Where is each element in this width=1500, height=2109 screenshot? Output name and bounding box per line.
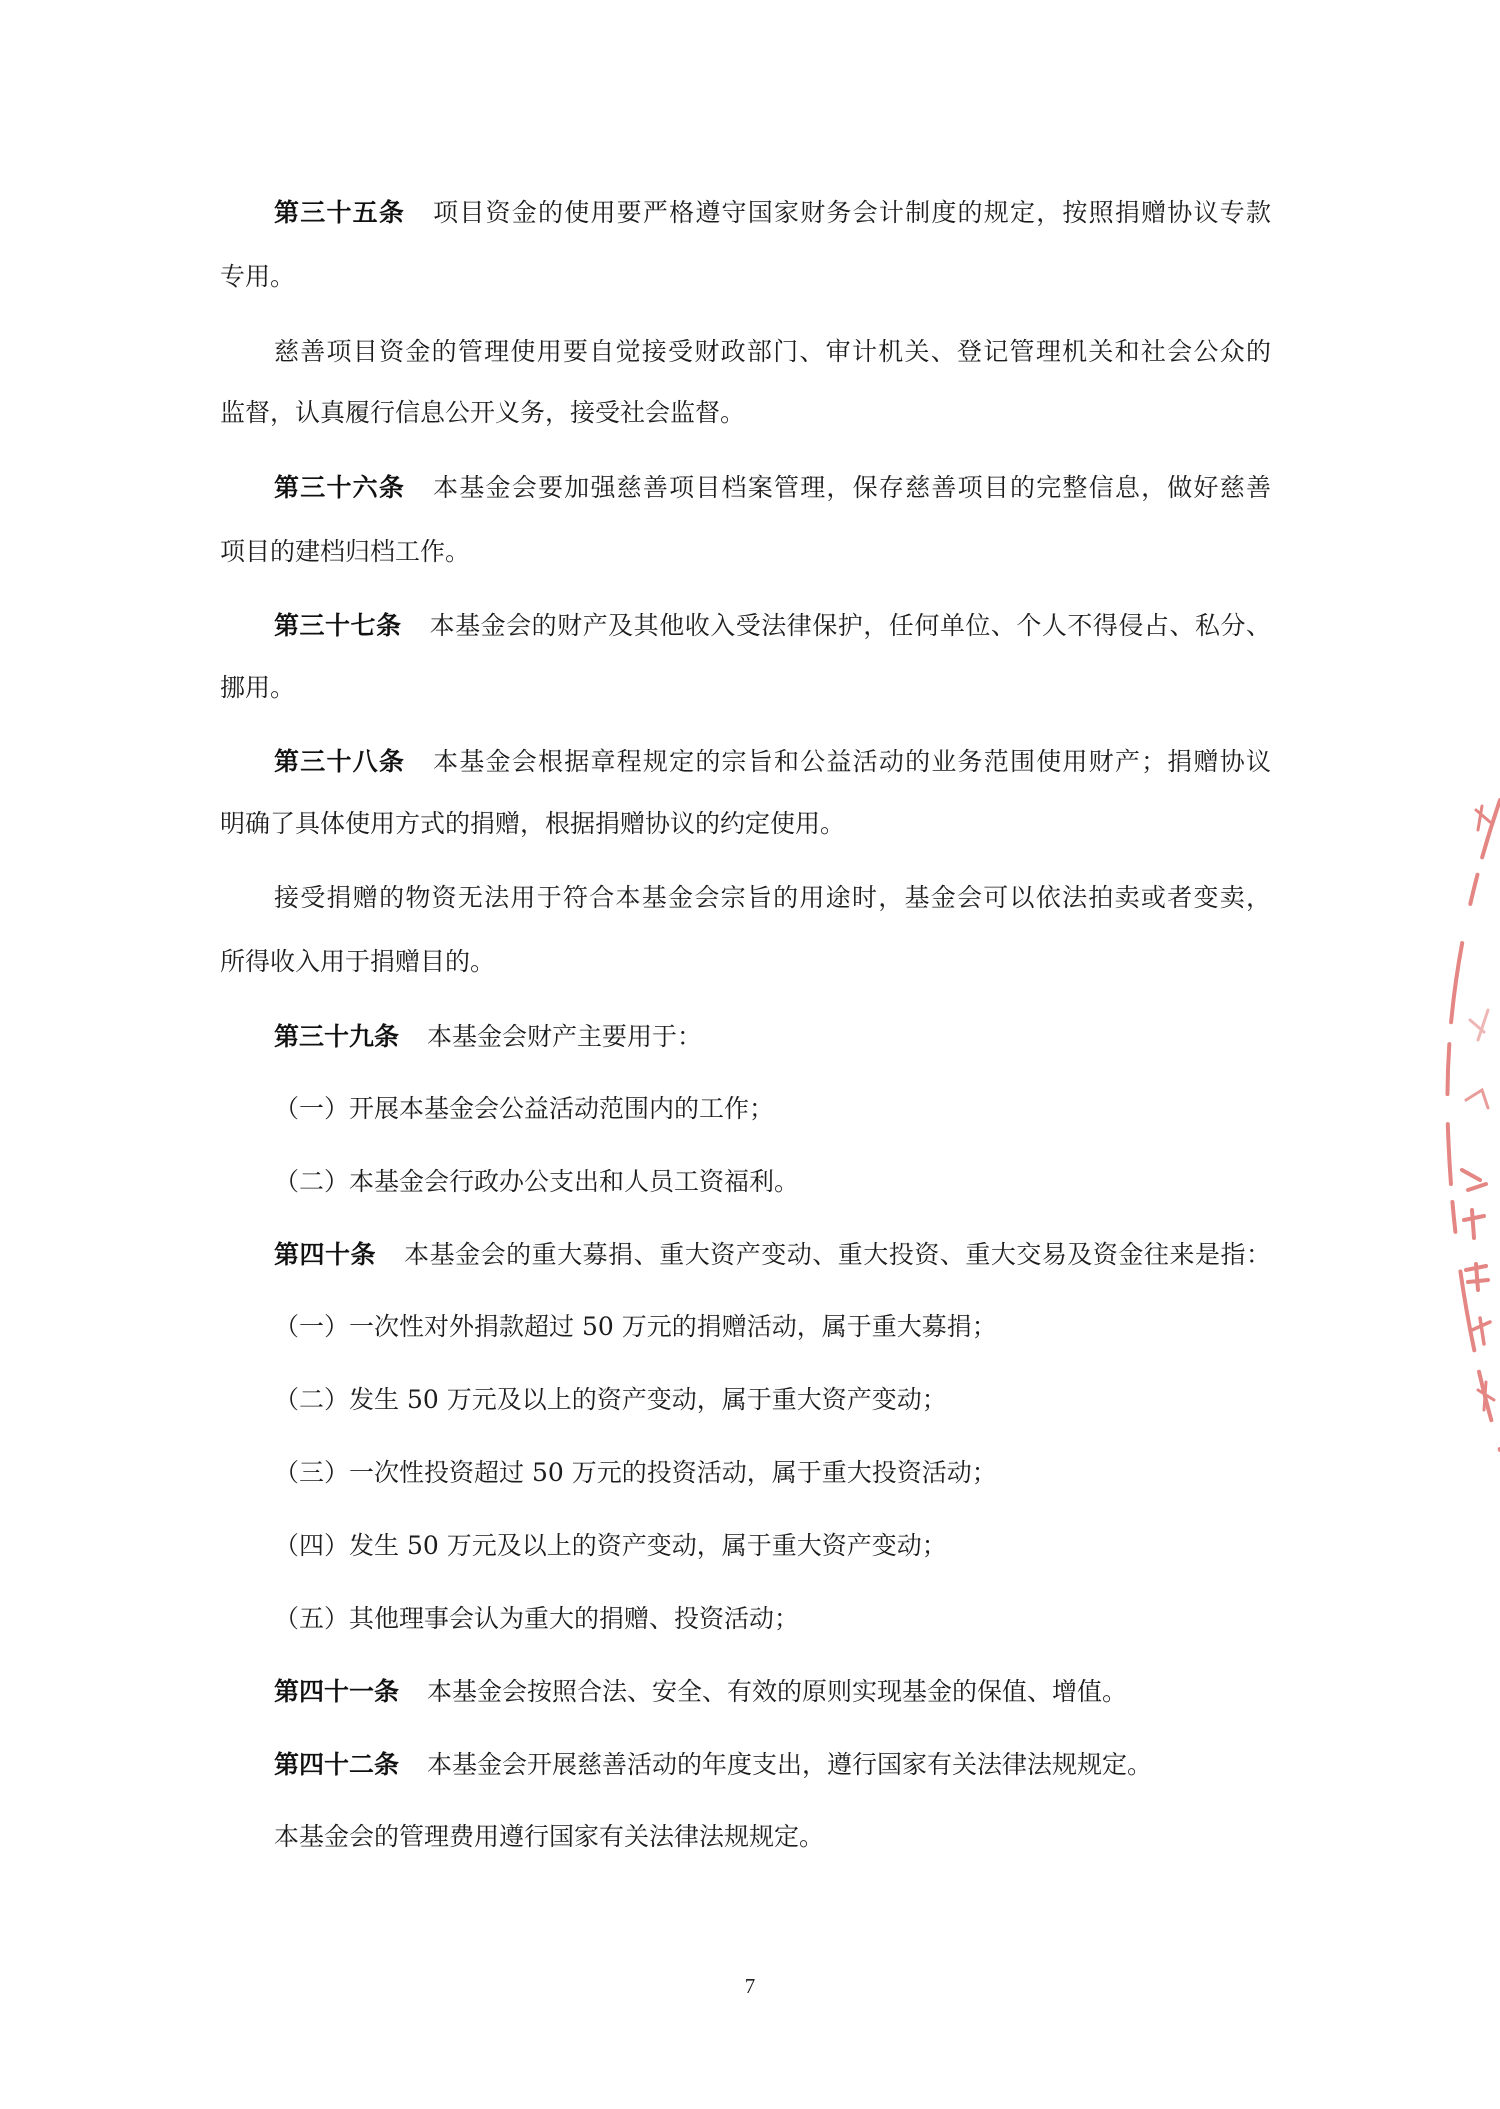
article-36-line-2: 项目的建档归档工作。 bbox=[220, 537, 471, 566]
seal-mark bbox=[1466, 1090, 1488, 1108]
article-42-line-1 bbox=[274, 1749, 1152, 1781]
article-35-line-2: 专用。 bbox=[220, 262, 296, 291]
article-39-item-1: （一）开展本基金会公益活动范围内的工作； bbox=[274, 1094, 775, 1123]
article-35-paragraph-2-line-2: 监督，认真履行信息公开义务，接受社会监督。 bbox=[220, 398, 746, 427]
article-37-line-1 bbox=[274, 610, 1271, 642]
article-35-paragraph-2-line-1: 慈善项目资金的管理使用要自觉接受财政部门、审计机关、登记管理机关和社会公众的 bbox=[274, 337, 1271, 366]
article-text: 本基金会财产主要用于： bbox=[427, 1022, 703, 1051]
article-40-item-5: （五）其他理事会认为重大的捐赠、投资活动； bbox=[274, 1604, 800, 1633]
article-text: 本基金会按照合法、安全、有效的原则实现基金的保值、增值。 bbox=[427, 1677, 1128, 1706]
article-text: 本基金会根据章程规定的宗旨和公益活动的业务范围使用财产；捐赠协议 bbox=[433, 747, 1271, 776]
seal-ring-arc bbox=[1447, 800, 1500, 1450]
article-42-paragraph-2: 本基金会的管理费用遵行国家有关法律法规规定。 bbox=[274, 1822, 825, 1851]
article-37-line-2: 挪用。 bbox=[220, 673, 296, 702]
article-41-line-1 bbox=[274, 1676, 1127, 1708]
article-38-paragraph-2-line-2: 所得收入用于捐赠目的。 bbox=[220, 947, 496, 976]
article-text: 本基金会开展慈善活动的年度支出，遵行国家有关法律法规规定。 bbox=[427, 1750, 1153, 1779]
article-39-item-2: （二）本基金会行政办公支出和人员工资福利。 bbox=[274, 1167, 800, 1196]
seal-mark bbox=[1462, 1170, 1486, 1190]
article-40-item-3: （三）一次性投资超过 50 万元的投资活动，属于重大投资活动； bbox=[274, 1458, 997, 1487]
article-label: 第三十五条 bbox=[274, 198, 406, 227]
seal-mark bbox=[1476, 806, 1490, 830]
article-label: 第三十九条 bbox=[274, 1022, 400, 1051]
article-label: 第三十七条 bbox=[274, 611, 402, 640]
article-38-line-1 bbox=[274, 746, 1271, 778]
article-label: 第四十条 bbox=[274, 1240, 377, 1269]
seal-mark bbox=[1464, 1210, 1484, 1238]
article-text: 本基金会要加强慈善项目档案管理，保存慈善项目的完整信息，做好慈善 bbox=[433, 473, 1271, 502]
article-label: 第四十二条 bbox=[274, 1750, 400, 1779]
article-39-line-1 bbox=[274, 1021, 702, 1053]
seal-mark bbox=[1470, 1010, 1488, 1040]
article-label: 第三十八条 bbox=[274, 747, 406, 776]
article-38-paragraph-2-line-1: 接受捐赠的物资无法用于符合本基金会宗旨的用途时，基金会可以依法拍卖或者变卖， bbox=[274, 883, 1271, 912]
seal-mark bbox=[1472, 1318, 1490, 1344]
article-40-item-1: （一）一次性对外捐款超过 50 万元的捐赠活动，属于重大募捐； bbox=[274, 1312, 997, 1341]
article-38-line-2: 明确了具体使用方式的捐赠，根据捐赠协议的约定使用。 bbox=[220, 809, 846, 838]
article-40-line-1 bbox=[274, 1239, 1271, 1271]
article-label: 第四十一条 bbox=[274, 1677, 400, 1706]
page-number: 7 bbox=[744, 1974, 756, 1998]
article-40-item-2: （二）发生 50 万元及以上的资产变动，属于重大资产变动； bbox=[274, 1385, 947, 1414]
seal-mark bbox=[1466, 1264, 1488, 1290]
article-label: 第三十六条 bbox=[274, 473, 406, 502]
article-text: 本基金会的重大募捐、重大资产变动、重大投资、重大交易及资金往来是指： bbox=[404, 1240, 1271, 1269]
article-text: 本基金会的财产及其他收入受法律保护，任何单位、个人不得侵占、私分、 bbox=[429, 611, 1271, 640]
article-40-item-4: （四）发生 50 万元及以上的资产变动，属于重大资产变动； bbox=[274, 1531, 947, 1560]
article-35-line-1 bbox=[274, 197, 1271, 229]
article-36-line-1 bbox=[274, 472, 1271, 504]
article-text: 项目资金的使用要严格遵守国家财务会计制度的规定，按照捐赠协议专款 bbox=[433, 198, 1271, 227]
seal-stamp-fragment bbox=[1392, 770, 1500, 1470]
